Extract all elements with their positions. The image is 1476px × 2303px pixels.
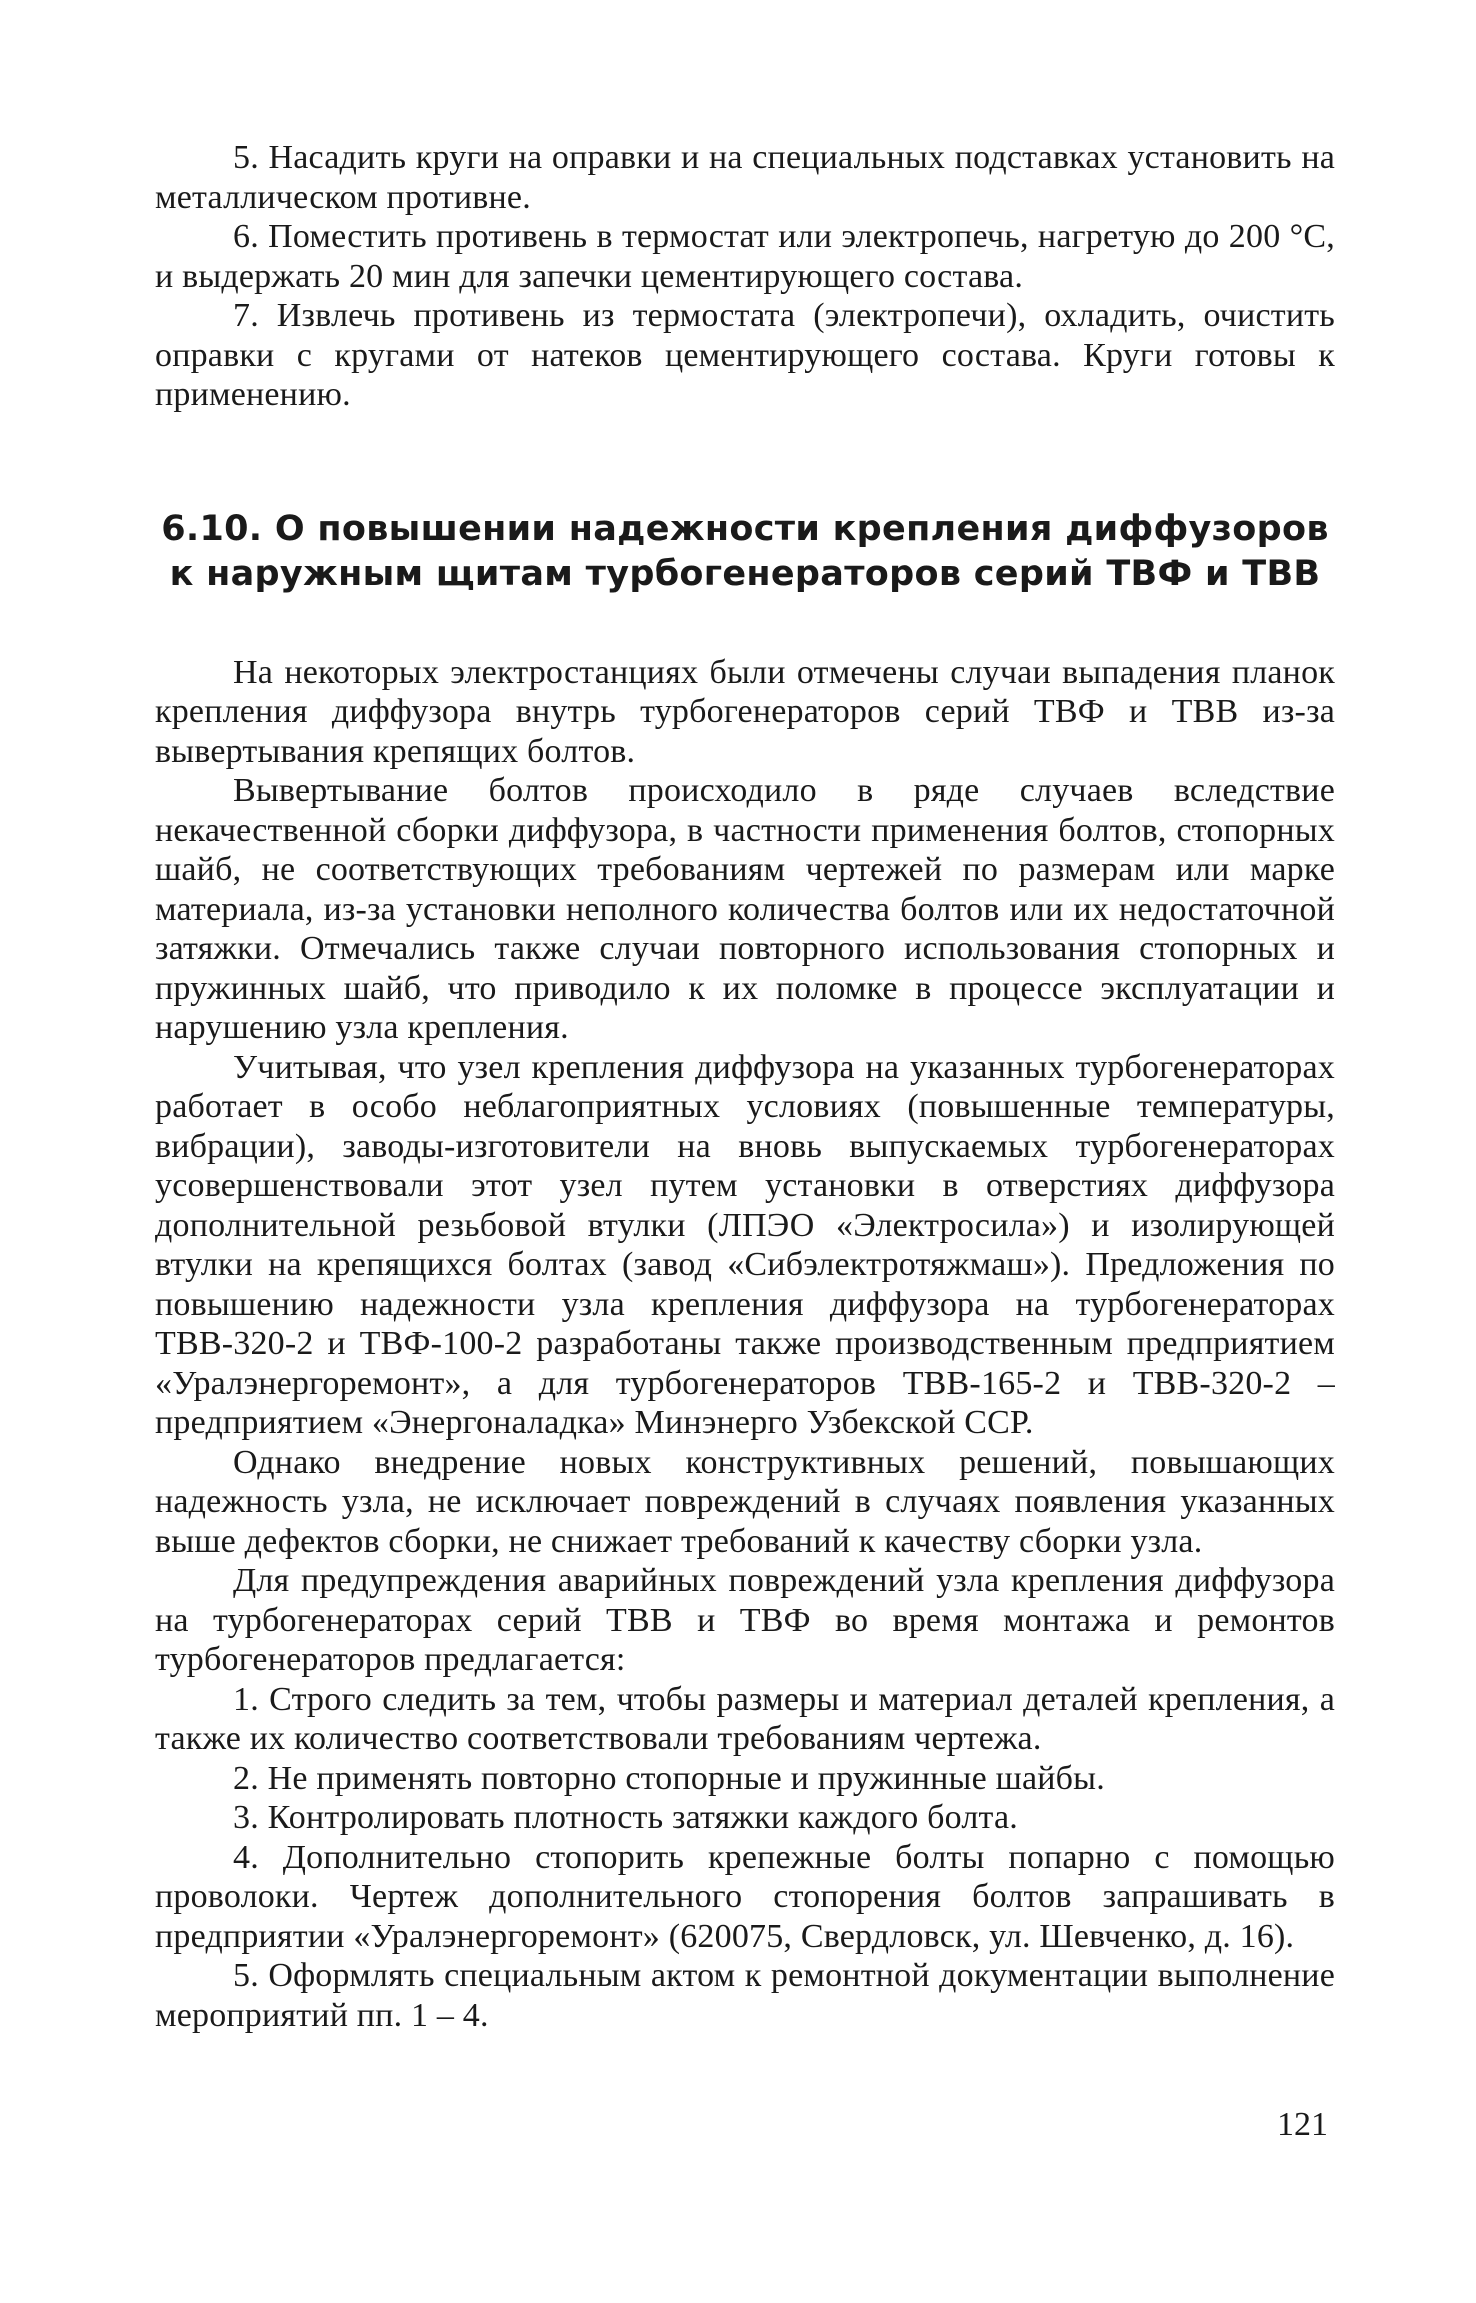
paragraph-4: Однако внедрение новых конструктивных решений, повышающих надежность узла, не исключает повреждений в случаях появления указанных выше дефектов сборки, не снижает требований к качеству сборки узла.	[155, 1443, 1335, 1560]
page-number: 121	[1277, 2106, 1328, 2143]
section-title-line-1: 6.10. О повышении надежности крепления диффузоров	[161, 508, 1329, 549]
paragraph-5: Для предупреждения аварийных повреждений узла крепления диффузора на турбогенераторах серий ТВВ и ТВФ во время монтажа и ремонтов турбогенераторов предлагается:	[155, 1562, 1335, 1678]
step-7: 7. Извлечь противень из термостата (электропечи), охладить, очистить оправки с кругами от натеков цементирующего состава. Круги готовы к применению.	[155, 297, 1335, 413]
measure-5: 5. Оформлять специальным актом к ремонтной документации выполнение мероприятий пп. 1 – 4.	[155, 1957, 1335, 2034]
paragraph-1: На некоторых электростанциях были отмечены случаи выпадения планок крепления диффузора внутрь турбогенераторов серий ТВФ и ТВВ из-за вывертывания крепящих болтов.	[155, 653, 1335, 770]
section-body	[155, 653, 1335, 1680]
measure-3: 3. Контролировать плотность затяжки каждого болта.	[233, 1799, 1018, 1836]
measure-4: 4. Дополнительно стопорить крепежные болты попарно с помощью проволоки. Чертеж дополнительного стопорения болтов запрашивать в предприятии «Уралэнергоремонт» (620075, Свердловск, ул. Шевченко, д. 16).	[155, 1838, 1335, 1955]
section-title-line-2: к наружным щитам турбогенераторов серий ТВФ и ТВВ	[169, 553, 1321, 594]
previous-section-steps	[155, 138, 1335, 415]
step-6: 6. Поместить противень в термостат или электропечь, нагретую до 200 °С, и выдержать 20 мин для запечки цементирующего состава.	[155, 218, 1335, 295]
measure-1: 1. Строго следить за тем, чтобы размеры и материал деталей крепления, а также их количество соответствовали требованиям чертежа.	[155, 1680, 1335, 1757]
paragraph-3: Учитывая, что узел крепления диффузора на указанных турбогенераторах работает в особо неблагоприятных условиях (повышенные температуры, вибрации), заводы-изготовители на вновь выпускаемых турбогенераторах усовершенствовали этот узел путем установки в отверстиях диффузора дополнительной резьбовой втулки (ЛПЭО «Электросила») и изолирующей втулки на крепящихся болтах (завод «Сибэлектротяжмаш»). Предложения по повышению надежности узла крепления диффузора на турбогенераторах ТВВ-320-2 и ТВФ-100-2 разработаны также производственным предприятием «Уралэнергоремонт», а для турбогенераторов ТВВ-165-2 и ТВВ-320-2 – предприятием «Энергоналадка» Минэнерго Узбекской ССР.	[155, 1048, 1335, 1441]
measure-2: 2. Не применять повторно стопорные и пружинные шайбы.	[233, 1759, 1105, 1797]
section-heading	[155, 507, 1335, 597]
measures-list	[155, 1680, 1335, 2036]
paragraph-2: Вывертывание болтов происходило в ряде случаев вследствие некачественной сборки диффузора, в частности применения болтов, стопорных шайб, не соответствующих требованиям чертежей по размерам или марке материала, из-за установки неполного количества болтов или их недостаточной затяжки. Отмечались также случаи повторного использования стопорных и пружинных шайб, что приводило к их поломке в процессе эксплуатации и нарушению узла крепления.	[155, 772, 1335, 1046]
page-body	[155, 138, 1335, 2035]
step-5: 5. Насадить круги на оправки и на специальных подставках установить на металлическом противне.	[155, 139, 1335, 216]
